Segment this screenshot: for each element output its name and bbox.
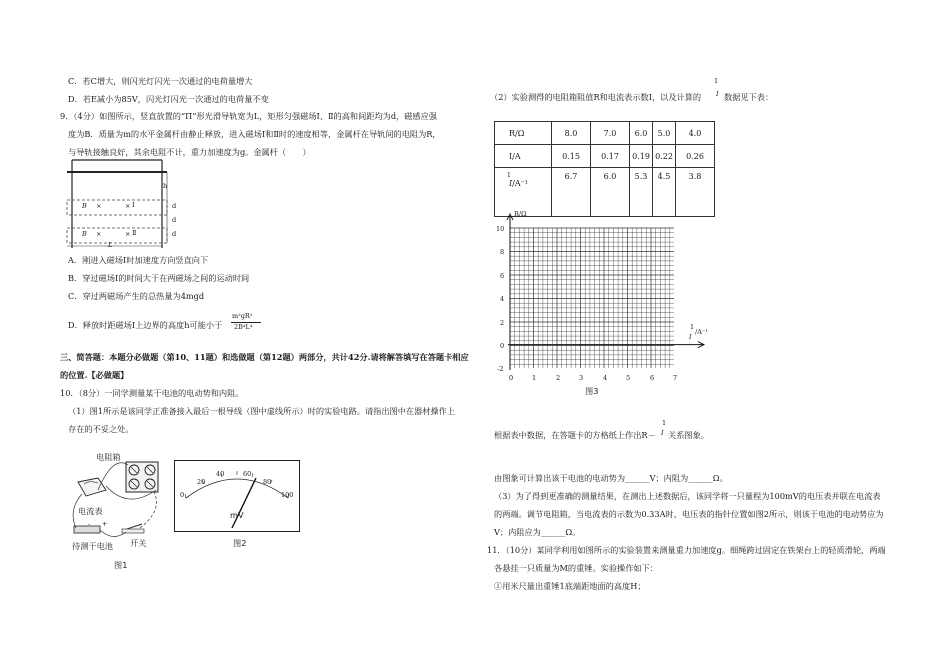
q9-label-d3: d: [172, 230, 177, 238]
section3-heading-line2: 的位置.【必做题】: [60, 370, 129, 380]
q9-cross2a: ×: [96, 230, 102, 238]
fig1-minus: -: [88, 520, 91, 528]
meter-tick-40: 40: [216, 470, 225, 478]
grid-x-tick: 7: [673, 374, 678, 382]
table-cell: 6.0: [591, 168, 630, 217]
plot-instruction-a: 根据表中数据，在答题卡的方格纸上作出R－: [494, 430, 656, 440]
grid-x-tick: 0: [509, 374, 514, 382]
grid-x-tick: 6: [650, 374, 655, 382]
q9-label-b2: B: [82, 230, 87, 238]
q9-d-numerator: m²gR²: [232, 312, 253, 320]
grid-x-frac-bottom: I: [689, 333, 692, 341]
q11-step1: ①用米尺量出重锤1底端距地面的高度H；: [494, 581, 646, 591]
q9-zone-1: Ⅰ: [132, 201, 135, 209]
meter-unit: mV: [230, 510, 244, 520]
q9-label-l: L: [108, 241, 113, 249]
q9-d-denominator: 2B⁴L⁴: [234, 323, 253, 331]
data-table: [494, 121, 715, 217]
table-cell: 4.5: [653, 168, 676, 217]
q9-label-b1: B: [82, 202, 87, 210]
q9-option-b: B．穿过磁场Ⅰ的时间大于在两磁场之间的运动时间: [68, 273, 250, 283]
fig1-caption: 图1: [114, 560, 128, 570]
table-row: [495, 145, 715, 168]
q9-stem-line3: 与导轨接触良好，其余电阻不计，重力加速度为g。金属杆（ ）: [68, 147, 311, 157]
grid-x-frac-top: 1: [690, 323, 695, 331]
meter-tick-0: 0: [180, 491, 185, 499]
q10-title: 10．（8分）一同学测量某干电池的电动势和内阻。: [60, 388, 244, 398]
fig1-label-battery: 待测干电池: [72, 541, 113, 551]
grid-y-tick: 6: [500, 272, 505, 280]
table-cell: 0.15: [552, 145, 591, 168]
grid-y-label: R/Ω: [514, 210, 527, 218]
grid-y-tick: 8: [500, 248, 505, 256]
q9-cross2b: ×: [125, 230, 131, 238]
grid-y-tick: 10: [496, 225, 505, 233]
table-cell: 7.0: [591, 122, 630, 145]
q11-line1: 11．（10分）某同学利用如图所示的实验装置来测量重力加速度g。细绳跨过固定在铁架台上的轻质滑轮，两端: [487, 545, 886, 555]
q10-part2-line: （2）实验测得的电阻箱阻值R和电流表示数I，以及计算的: [490, 92, 702, 102]
meter-tick-20: 20: [197, 478, 206, 486]
q9-label-d1: d: [172, 202, 177, 210]
grid-x-tick: 2: [556, 374, 561, 382]
q10-part3-line1: （3）为了得到更准确的测量结果，在测出上述数据后，该同学将一只量程为100mV的电压表并联在电流表: [494, 491, 881, 501]
row-label: /A⁻¹: [512, 179, 529, 188]
meter-tick-60: 60: [243, 470, 252, 478]
grid-x-tick: 4: [603, 374, 608, 382]
frac-top-header: 1: [714, 77, 719, 85]
table-cell: 5.3: [630, 168, 653, 217]
option-c-q8: C．若C增大，则闪光灯闪光一次通过的电荷量增大: [68, 76, 253, 86]
fig1-label-switch: 开关: [130, 538, 147, 548]
q9-option-a: A．刚进入磁场Ⅰ时加速度方向竖直向下: [68, 255, 209, 265]
table-cell: 6.7: [552, 168, 591, 217]
table-cell: 0.17: [591, 145, 630, 168]
grid-x-label: /A⁻¹: [695, 328, 708, 336]
plot-frac-top: 1: [662, 419, 667, 427]
plot-instruction-b: 关系图象。: [668, 430, 709, 440]
grid-y-tick: -2: [497, 365, 504, 373]
fig1-label-ammeter: 电流表: [78, 506, 103, 516]
q9-label-d2: d: [172, 216, 177, 224]
q10-part1-line2: 存在的不妥之处。: [68, 424, 134, 434]
grid-figure: [490, 210, 720, 390]
fig1-label-resistor-box: 电阻箱: [96, 452, 121, 462]
grid-y-tick: 2: [500, 319, 505, 327]
q9-option-d: D．释放时距磁场Ⅰ上边界的高度h可能小于: [68, 320, 223, 330]
table-cell: 0.22: [653, 145, 676, 168]
table-cell: 6.0: [630, 122, 653, 145]
q10-part1-line1: （1）图1所示是该同学正准备接入最后一根导线（图中虚线所示）时的实验电路。请指出图中在器材操作上: [68, 406, 456, 416]
q9-stem-line2: 度为B．质量为m的水平金属杆由静止释放，进入磁场Ⅰ和Ⅱ时的速度相等，金属杆在导轨间的电阻为R，: [68, 129, 441, 139]
q11-line2: 各悬挂一只质量为M的重锤。实验操作如下：: [494, 563, 658, 573]
grid-x-tick: 5: [626, 374, 631, 382]
table-cell: 4.0: [676, 122, 715, 145]
fig3-caption: 图3: [585, 386, 599, 396]
table-cell: 0.26: [676, 145, 715, 168]
q9-stem-line1: 9．（4分）如图所示，竖直放置的“Π”形光滑导轨宽为L，矩形匀强磁场Ⅰ、Ⅱ的高和间距均为d，磁感应强: [60, 111, 437, 121]
q10-part2-tail: 数据见下表：: [724, 92, 774, 102]
row-label: I/A: [495, 145, 552, 168]
grid-x-tick: 1: [532, 374, 537, 382]
q9-cross1a: ×: [96, 202, 102, 210]
section3-heading-line1: 三、简答题：本题分必做题（第10、11题）和选做题（第12题）两部分，共计42分.请将解答填写在答题卡相应: [60, 352, 469, 362]
table-row: [495, 122, 715, 145]
table-cell: 8.0: [552, 122, 591, 145]
q10-part3-line3: V；内阻应为______Ω。: [494, 527, 581, 537]
q9-label-h: h: [163, 182, 168, 190]
fig2-caption: 图2: [233, 538, 247, 548]
circuit-figure: [68, 450, 178, 550]
grid-y-tick: 0: [500, 342, 505, 350]
option-d-q8: D．若E减小为85V，闪光灯闪光一次通过的电荷量不变: [68, 94, 269, 104]
row-label: R/Ω: [495, 122, 552, 145]
row-frac-bottom: I: [509, 179, 513, 188]
meter-tick-100: 100: [281, 491, 294, 499]
table-cell: 3.8: [676, 168, 715, 217]
fig1-plus: +: [102, 520, 108, 528]
q10-part3-line2: 的两端。调节电阻箱，当电流表的示数为0.33A时，电压表的指针位置如图2所示，则该干电池的电动势应为: [494, 509, 884, 519]
q9-option-c: C．穿过两磁场产生的总热量为4mgd: [68, 291, 205, 301]
grid-x-tick: 3: [579, 374, 584, 382]
meter-tick-80: 80: [263, 478, 272, 486]
q9-cross1b: ×: [125, 202, 131, 210]
frac-bottom-header: I: [716, 90, 719, 98]
grid-y-tick: 4: [500, 295, 505, 303]
q9-zone-2: Ⅱ: [132, 229, 137, 237]
emf-question: 由图象可计算出该干电池的电动势为______V；内阻为______Ω。: [494, 473, 728, 483]
table-cell: 0.19: [630, 145, 653, 168]
plot-frac-bottom: I: [661, 429, 664, 437]
table-cell: 5.0: [653, 122, 676, 145]
row-frac-top: 1: [507, 172, 511, 179]
